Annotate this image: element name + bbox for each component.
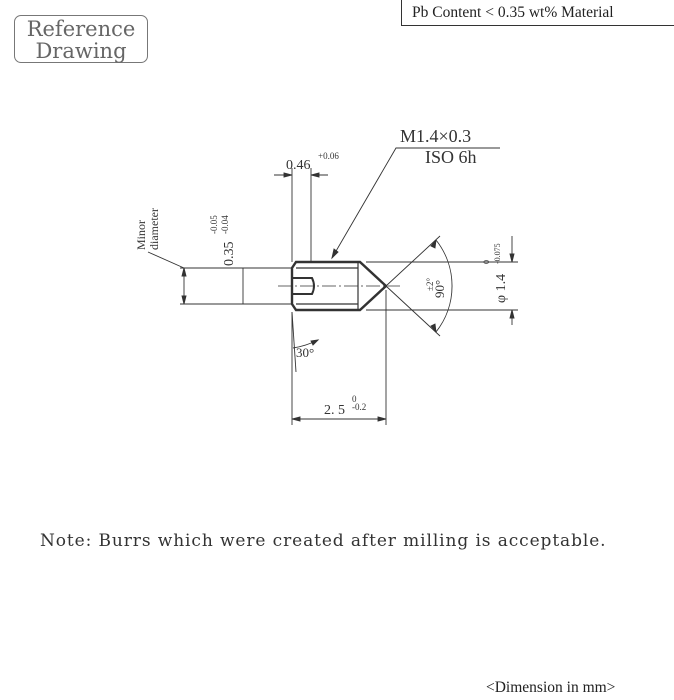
chamfer-angle-value: 30° bbox=[296, 345, 315, 360]
minor-diameter-label: Minor bbox=[134, 220, 148, 250]
milling-note: Note: Burrs which were created after milling is acceptable. bbox=[40, 531, 607, 551]
point-angle-value: 90° bbox=[432, 279, 447, 298]
dimension-unit-note: <Dimension in mm> bbox=[486, 679, 616, 696]
thread-tolerance: ISO 6h bbox=[425, 147, 477, 167]
slot-width-value: 0.46 bbox=[286, 158, 311, 173]
drawing-label: Drawing bbox=[35, 39, 127, 63]
outer-diameter-value: φ 1.4 bbox=[494, 273, 509, 303]
minor-diameter-label-2: diameter bbox=[147, 208, 161, 250]
minor-diameter-tol-lower: -0.04 bbox=[220, 215, 230, 234]
reference-label: Reference bbox=[26, 17, 136, 41]
outer-diameter-tol-lower: -0.075 bbox=[493, 243, 502, 264]
thread-spec: M1.4×0.3 bbox=[400, 126, 472, 146]
minor-diameter-value: 0.35 bbox=[222, 241, 237, 266]
length-tol-lower: -0.2 bbox=[352, 402, 367, 412]
point-angle-tolerance: ±2° bbox=[425, 277, 435, 291]
material-spec-box: Pb Content < 0.35 wt% Material bbox=[401, 0, 674, 26]
slot-width-tolerance: +0.06 bbox=[318, 151, 339, 161]
length-tol-upper: 0 bbox=[352, 394, 357, 404]
outer-diameter-tol-upper: 0 bbox=[482, 260, 491, 264]
minor-diameter-tol-upper: -0.05 bbox=[209, 215, 219, 234]
length-value: 2. 5 bbox=[324, 403, 345, 418]
